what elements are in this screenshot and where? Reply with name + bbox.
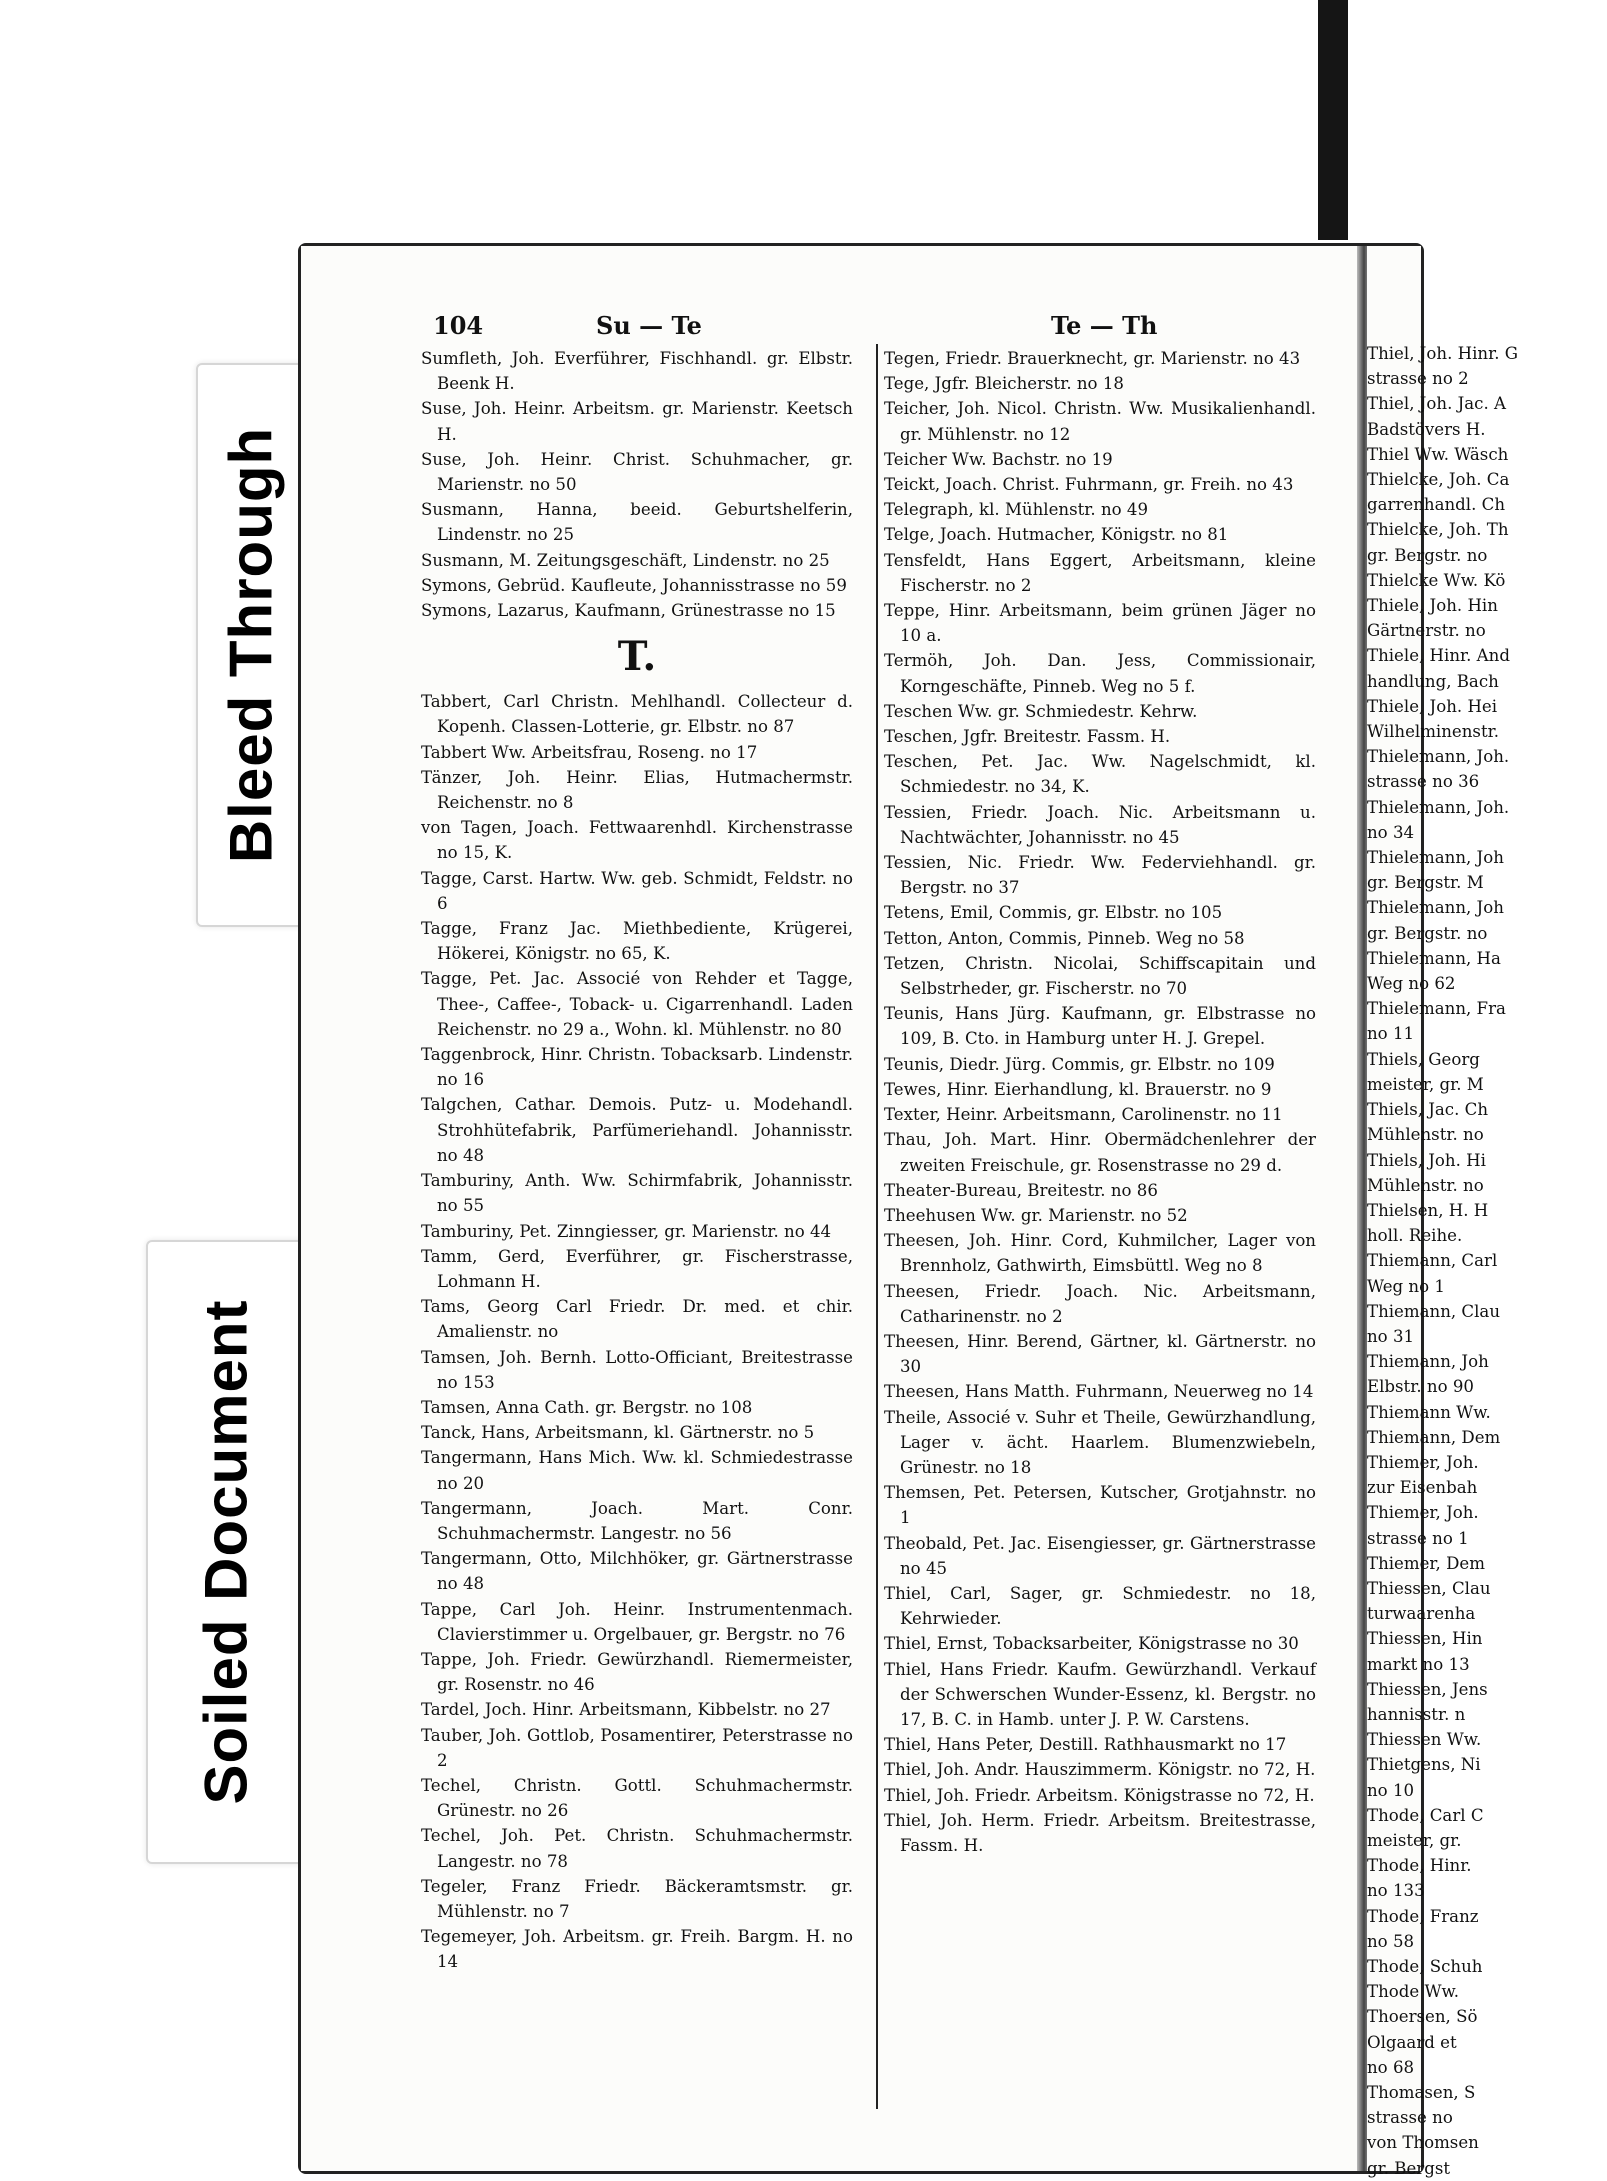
right-page-line: Thiels, Joh. Hi — [1367, 1150, 1486, 1170]
directory-entry: Theile, Associé v. Suhr et Theile, Gewürzhandlung, Lager v. ächt. Haarlem. Blumenzwiebeln, Grünestr. no 18 — [884, 1407, 1316, 1477]
right-page-line: Thiemann, Dem — [1367, 1427, 1501, 1447]
directory-entry: Suse, Joh. Heinr. Christ. Schuhmacher, gr. Marienstr. no 50 — [421, 449, 853, 495]
right-page-line: Wilhelminenstr. — [1367, 722, 1499, 742]
open-book — [298, 243, 1518, 2178]
right-page-line: Thielemann, Joh. — [1367, 797, 1510, 817]
directory-entry: Thiel, Hans Peter, Destill. Rathhausmarkt no 17 — [884, 1735, 1287, 1755]
directory-entry: Telge, Joach. Hutmacher, Königstr. no 81 — [884, 525, 1229, 545]
directory-entry: Teschen, Pet. Jac. Ww. Nagelschmidt, kl. Schmiedestr. no 34, K. — [884, 752, 1316, 797]
right-page-line: Thoersen, Sö — [1367, 2007, 1478, 2027]
right-page-line: Thielcke, Joh. Ca — [1367, 470, 1510, 490]
right-page-line: Thiele, Hinr. And — [1367, 646, 1510, 666]
bleed-through-label — [196, 363, 306, 927]
directory-entry: Tauber, Joh. Gottlob, Posamentirer, Peterstrasse no 2 — [421, 1725, 853, 1770]
right-page-line: holl. Reihe. — [1367, 1226, 1463, 1246]
directory-entry: Tetens, Emil, Commis, gr. Elbstr. no 105 — [884, 903, 1223, 923]
right-page-line: Thiels, Jac. Ch — [1367, 1100, 1489, 1120]
directory-entry: Techel, Joh. Pet. Christn. Schuhmachermstr. Langestr. no 78 — [421, 1826, 853, 1871]
right-page-line: Thiel Ww. Wäsch — [1367, 444, 1509, 464]
right-page-line: Thiele, Joh. Hin — [1367, 596, 1498, 616]
directory-entry: Teicher Ww. Bachstr. no 19 — [884, 449, 1113, 469]
right-page-line: meister, gr. — [1367, 1830, 1462, 1850]
column-2-entries — [884, 346, 1316, 1858]
directory-entry: Teschen, Jgfr. Breitestr. Fassm. H. — [884, 727, 1171, 747]
directory-entry: Susmann, Hanna, beeid. Geburtshelferin, Lindenstr. no 25 — [421, 500, 853, 545]
directory-entry: Theater-Bureau, Breitestr. no 86 — [884, 1180, 1158, 1200]
right-page-line: Weg no 1 — [1367, 1276, 1445, 1296]
column-1-top-entries — [421, 346, 853, 623]
right-page-line: no 31 — [1367, 1326, 1415, 1346]
directory-entry: Tensfeldt, Hans Eggert, Arbeitsmann, kleine Fischerstr. no 2 — [884, 550, 1316, 595]
right-page-line: Thiemann, Clau — [1367, 1301, 1501, 1321]
directory-entry: Theesen, Joh. Hinr. Cord, Kuhmilcher, Lager von Brennholz, Gathwirth, Eimsbüttl. Weg no 8 — [884, 1231, 1316, 1276]
directory-entry: Tagge, Franz Jac. Miethbediente, Krügerei, Hökerei, Königstr. no 65, K. — [421, 919, 853, 964]
right-page-line: Thielcke Ww. Kö — [1367, 570, 1506, 590]
column-rule — [876, 344, 878, 2109]
right-page-line: strasse no — [1367, 2108, 1453, 2128]
directory-entry: Theesen, Hinr. Berend, Gärtner, kl. Gärtnerstr. no 30 — [884, 1331, 1316, 1377]
directory-entry: Tänzer, Joh. Heinr. Elias, Hutmachermstr. Reichenstr. no 8 — [421, 767, 853, 813]
column-1-t-entries — [421, 689, 853, 1974]
soiled-document-label — [146, 1240, 306, 1864]
right-running-head: Te — Th — [1051, 311, 1158, 340]
directory-entry: Theobald, Pet. Jac. Eisengiesser, gr. Gärtnerstrasse no 45 — [884, 1533, 1316, 1578]
directory-entry: Thau, Joh. Mart. Hinr. Obermädchenlehrer der zweiten Freischule, gr. Rosenstrasse no 29 d. — [884, 1130, 1316, 1175]
right-page-line: strasse no 1 — [1367, 1528, 1469, 1548]
right-page-line: Olgaard et — [1367, 2032, 1457, 2052]
right-page-line: no 58 — [1367, 1931, 1415, 1951]
directory-entry: Tappe, Carl Joh. Heinr. Instrumentenmach. Clavierstimmer u. Orgelbauer, gr. Bergstr. no 76 — [421, 1599, 853, 1644]
right-page-line: von Thomsen — [1367, 2133, 1479, 2153]
directory-entry: Theehusen Ww. gr. Marienstr. no 52 — [884, 1205, 1188, 1225]
right-page-line: gr. Bergstr. no — [1367, 923, 1488, 943]
right-page-line: Mühlenstr. no — [1367, 1125, 1484, 1145]
directory-entry: Tardel, Joch. Hinr. Arbeitsmann, Kibbelstr. no 27 — [421, 1700, 831, 1720]
directory-entry: Thiel, Joh. Andr. Hauszimmerm. Königstr. no 72, H. — [884, 1760, 1316, 1780]
directory-entry: Techel, Christn. Gottl. Schuhmachermstr. Grünestr. no 26 — [421, 1775, 853, 1821]
right-page-line: gr. Bergstr. no — [1367, 545, 1488, 565]
right-page-line: strasse no 2 — [1367, 369, 1469, 389]
directory-entry: Symons, Lazarus, Kaufmann, Grünestrasse no 15 — [421, 601, 836, 621]
right-page-line: Thielemann, Joh. — [1367, 747, 1510, 767]
right-page-line: Thiemer, Joh. — [1367, 1452, 1479, 1472]
right-page-line: Thietgens, Ni — [1367, 1755, 1481, 1775]
directory-entry: Texter, Heinr. Arbeitsmann, Carolinenstr. no 11 — [884, 1105, 1283, 1125]
directory-entry: Tangermann, Otto, Milchhöker, gr. Gärtnerstrasse no 48 — [421, 1549, 853, 1594]
page-edge-shadow — [1318, 0, 1348, 240]
right-page-line: Thode, Franz — [1367, 1906, 1479, 1926]
directory-entry: Tetton, Anton, Commis, Pinneb. Weg no 58 — [884, 928, 1245, 948]
right-page-line: markt no 13 — [1367, 1654, 1470, 1674]
right-page-line: Weg no 62 — [1367, 974, 1456, 994]
directory-entry: Sumfleth, Joh. Everführer, Fischhandl. gr. Elbstr. Beenk H. — [421, 349, 853, 394]
directory-entry: Tessien, Friedr. Joach. Nic. Arbeitsmann u. Nachtwächter, Johannisstr. no 45 — [884, 802, 1316, 847]
directory-entry: Tamsen, Joh. Bernh. Lotto-Officiant, Breitestrasse no 153 — [421, 1347, 853, 1392]
directory-entry: Tegen, Friedr. Brauerknecht, gr. Marienstr. no 43 — [884, 349, 1301, 368]
directory-entry: Tamsen, Anna Cath. gr. Bergstr. no 108 — [421, 1397, 753, 1417]
directory-entry: Theesen, Friedr. Joach. Nic. Arbeitsmann, Catharinenstr. no 2 — [884, 1281, 1316, 1326]
directory-entry: Thiel, Ernst, Tobacksarbeiter, Königstrasse no 30 — [884, 1634, 1299, 1654]
directory-entry: Tamm, Gerd, Everführer, gr. Fischerstrasse, Lohmann H. — [421, 1246, 853, 1291]
directory-entry: Tamburiny, Anth. Ww. Schirmfabrik, Johannisstr. no 55 — [421, 1171, 853, 1216]
right-page-line: Gärtnerstr. no — [1367, 621, 1486, 641]
right-page-line: no 34 — [1367, 822, 1415, 842]
right-page-line: Thiemann, Carl — [1367, 1251, 1498, 1271]
right-page-line: gr. Bergstr. M — [1367, 873, 1484, 893]
directory-entry: Teunis, Diedr. Jürg. Commis, gr. Elbstr. no 109 — [884, 1054, 1275, 1074]
directory-entry: Tappe, Joh. Friedr. Gewürzhandl. Riemermeister, gr. Rosenstr. no 46 — [421, 1649, 853, 1695]
directory-entry: Tagge, Pet. Jac. Associé von Rehder et Tagge, Thee-, Caffee-, Toback- u. Cigarrenhandl. Laden Reichenstr. no 29 a., Wohn. kl. Mühlenstr. no 80 — [421, 969, 853, 1039]
directory-entry: Teickt, Joach. Christ. Fuhrmann, gr. Freih. no 43 — [884, 475, 1294, 495]
directory-entry: von Tagen, Joach. Fettwaarenhdl. Kirchenstrasse no 15, K. — [421, 818, 853, 863]
directory-entry: Thiel, Carl, Sager, gr. Schmiedestr. no 18, Kehrwieder. — [884, 1583, 1316, 1629]
directory-entry: Teschen Ww. gr. Schmiedestr. Kehrw. — [884, 701, 1198, 721]
right-page-line: Thiemann Ww. — [1367, 1402, 1491, 1422]
right-page-line: no 68 — [1367, 2057, 1415, 2077]
right-page-line: Thiessen, Jens — [1367, 1679, 1488, 1699]
right-page-line: Mühlenstr. no — [1367, 1175, 1484, 1195]
letter-heading: T. — [617, 633, 657, 681]
directory-entry: Thiel, Joh. Friedr. Arbeitsm. Königstrasse no 72, H. — [884, 1785, 1315, 1805]
directory-entry: Symons, Gebrüd. Kaufleute, Johannisstrasse no 59 — [421, 575, 847, 595]
directory-entry: Termöh, Joh. Dan. Jess, Commissionair, Korngeschäfte, Pinneb. Weg no 5 f. — [884, 651, 1316, 696]
directory-entry: Tetzen, Christn. Nicolai, Schiffscapitain und Selbstrheder, gr. Fischerstr. no 70 — [884, 953, 1316, 999]
right-page-line: Thiemer, Joh. — [1367, 1503, 1479, 1523]
directory-entry: Thiel, Hans Friedr. Kaufm. Gewürzhandl. Verkauf der Schwerschen Wunder-Essenz, kl. Bergstr. no 17, B. C. in Hamb. unter J. P. W. Carstens. — [884, 1659, 1316, 1729]
directory-entry: Tams, Georg Carl Friedr. Dr. med. et chir. Amalienstr. no — [421, 1297, 853, 1342]
right-page-fragment — [1367, 246, 1518, 2178]
right-page-line: Badstövers H. — [1367, 419, 1486, 439]
directory-entry: Tangermann, Joach. Mart. Conr. Schuhmachermstr. Langestr. no 56 — [421, 1498, 853, 1543]
right-page-line: Thiessen Ww. — [1367, 1730, 1482, 1750]
directory-entry: Tegeler, Franz Friedr. Bäckeramtsmstr. gr. Mühlenstr. no 7 — [421, 1876, 853, 1921]
right-page-line: meister, gr. M — [1367, 1074, 1484, 1094]
right-page-line: Thiele, Joh. Hei — [1367, 696, 1498, 716]
directory-entry: Tagge, Carst. Hartw. Ww. geb. Schmidt, Feldstr. no 6 — [421, 868, 853, 913]
right-page-line: Thiel, Joh. Hinr. G — [1367, 344, 1518, 363]
right-page-line: handlung, Bach — [1367, 671, 1499, 691]
right-page-line: turwaarenha — [1367, 1604, 1476, 1624]
soiled-document-text: Soiled Document — [192, 1299, 260, 1805]
right-page-line: hannisstr. n — [1367, 1704, 1466, 1724]
directory-entry: Teunis, Hans Jürg. Kaufmann, gr. Elbstrasse no 109, B. Cto. in Hamburg unter H. J. Grepel. — [884, 1004, 1316, 1049]
right-page-line: garrenhandl. Ch — [1367, 495, 1506, 515]
right-page-line: Thielemann, Ha — [1367, 948, 1501, 968]
right-page-line: Thiessen, Hin — [1367, 1629, 1483, 1649]
right-page-line: strasse no 36 — [1367, 772, 1480, 792]
directory-entry: Teicher, Joh. Nicol. Christn. Ww. Musikalienhandl. gr. Mühlenstr. no 12 — [884, 399, 1316, 444]
right-page-line: Thiessen, Clau — [1367, 1578, 1491, 1598]
directory-entry: Talgchen, Cathar. Demois. Putz- u. Modehandl. Strohhütefabrik, Parfümeriehandl. Johannisstr. no 48 — [421, 1095, 853, 1165]
directory-entry: Theesen, Hans Matth. Fuhrmann, Neuerweg no 14 — [884, 1382, 1314, 1402]
bleed-through-text: Bleed Through — [217, 426, 285, 864]
directory-entry: Tabbert, Carl Christn. Mehlhandl. Collecteur d. Kopenh. Classen-Lotterie, gr. Elbstr. no 87 — [421, 692, 853, 737]
left-running-head: Su — Te — [596, 311, 702, 340]
directory-entry: Tanck, Hans, Arbeitsmann, kl. Gärtnerstr. no 5 — [421, 1423, 815, 1443]
right-page-line: Thode, Hinr. — [1367, 1856, 1472, 1876]
directory-entry: Tegemeyer, Joh. Arbeitsm. gr. Freih. Bargm. H. no 14 — [421, 1927, 853, 1972]
directory-entry: Tamburiny, Pet. Zinngiesser, gr. Marienstr. no 44 — [421, 1221, 832, 1241]
right-page-line: no 10 — [1367, 1780, 1415, 1800]
directory-entry: Taggenbrock, Hinr. Christn. Tobacksarb. Lindenstr. no 16 — [421, 1045, 853, 1090]
directory-entry: Susmann, M. Zeitungsgeschäft, Lindenstr. no 25 — [421, 550, 830, 570]
directory-entry: Tege, Jgfr. Bleicherstr. no 18 — [884, 374, 1124, 394]
column-1 — [421, 346, 853, 1975]
left-page — [301, 246, 1361, 2171]
right-page-line: Thode Ww. — [1367, 1982, 1460, 2002]
page-number: 104 — [433, 311, 484, 340]
directory-entry: Teppe, Hinr. Arbeitsmann, beim grünen Jäger no 10 a. — [884, 601, 1316, 646]
right-page-line: Thiemer, Dem — [1367, 1553, 1485, 1573]
directory-entry: Tabbert Ww. Arbeitsfrau, Roseng. no 17 — [421, 742, 758, 762]
right-page-line: Thielsen, H. H — [1367, 1200, 1489, 1220]
right-page-line: Thomasen, S — [1367, 2083, 1476, 2103]
right-page-line: Thiels, Georg — [1367, 1049, 1480, 1069]
right-page-line: Thiemann, Joh — [1367, 1352, 1489, 1372]
directory-entry: Suse, Joh. Heinr. Arbeitsm. gr. Marienstr. Keetsch H. — [421, 399, 853, 444]
right-page-line: gr. Bergst — [1367, 2158, 1451, 2178]
directory-entry: Tangermann, Hans Mich. Ww. kl. Schmiedestrasse no 20 — [421, 1448, 853, 1493]
right-page-line: Thode, Carl C — [1367, 1805, 1484, 1825]
right-page-line: Thielemann, Joh — [1367, 898, 1504, 918]
right-page-line: no 11 — [1367, 1024, 1415, 1044]
right-page-line: Thiel, Joh. Jac. A — [1367, 394, 1506, 414]
directory-entry: Telegraph, kl. Mühlenstr. no 49 — [884, 500, 1149, 520]
directory-entry: Tessien, Nic. Friedr. Ww. Federviehhandl. gr. Bergstr. no 37 — [884, 853, 1316, 898]
directory-entry: Tewes, Hinr. Eierhandlung, kl. Brauerstr. no 9 — [884, 1079, 1272, 1099]
right-page-line: no 133 — [1367, 1881, 1425, 1901]
directory-entry: Thiel, Joh. Herm. Friedr. Arbeitsm. Breitestrasse, Fassm. H. — [884, 1810, 1316, 1855]
right-page-line: Thielcke, Joh. Th — [1367, 520, 1509, 540]
directory-entry: Themsen, Pet. Petersen, Kutscher, Grotjahnstr. no 1 — [884, 1483, 1316, 1528]
right-page-line: zur Eisenbah — [1367, 1478, 1478, 1498]
right-page-line: Elbstr. no 90 — [1367, 1377, 1474, 1397]
column-2 — [884, 346, 1316, 1858]
right-page-line: Thielemann, Fra — [1367, 999, 1506, 1019]
right-page-line: Thode, Schuh — [1367, 1957, 1483, 1976]
right-page-line: Thielemann, Joh — [1367, 848, 1504, 868]
right-page-lines — [1367, 341, 1607, 2181]
